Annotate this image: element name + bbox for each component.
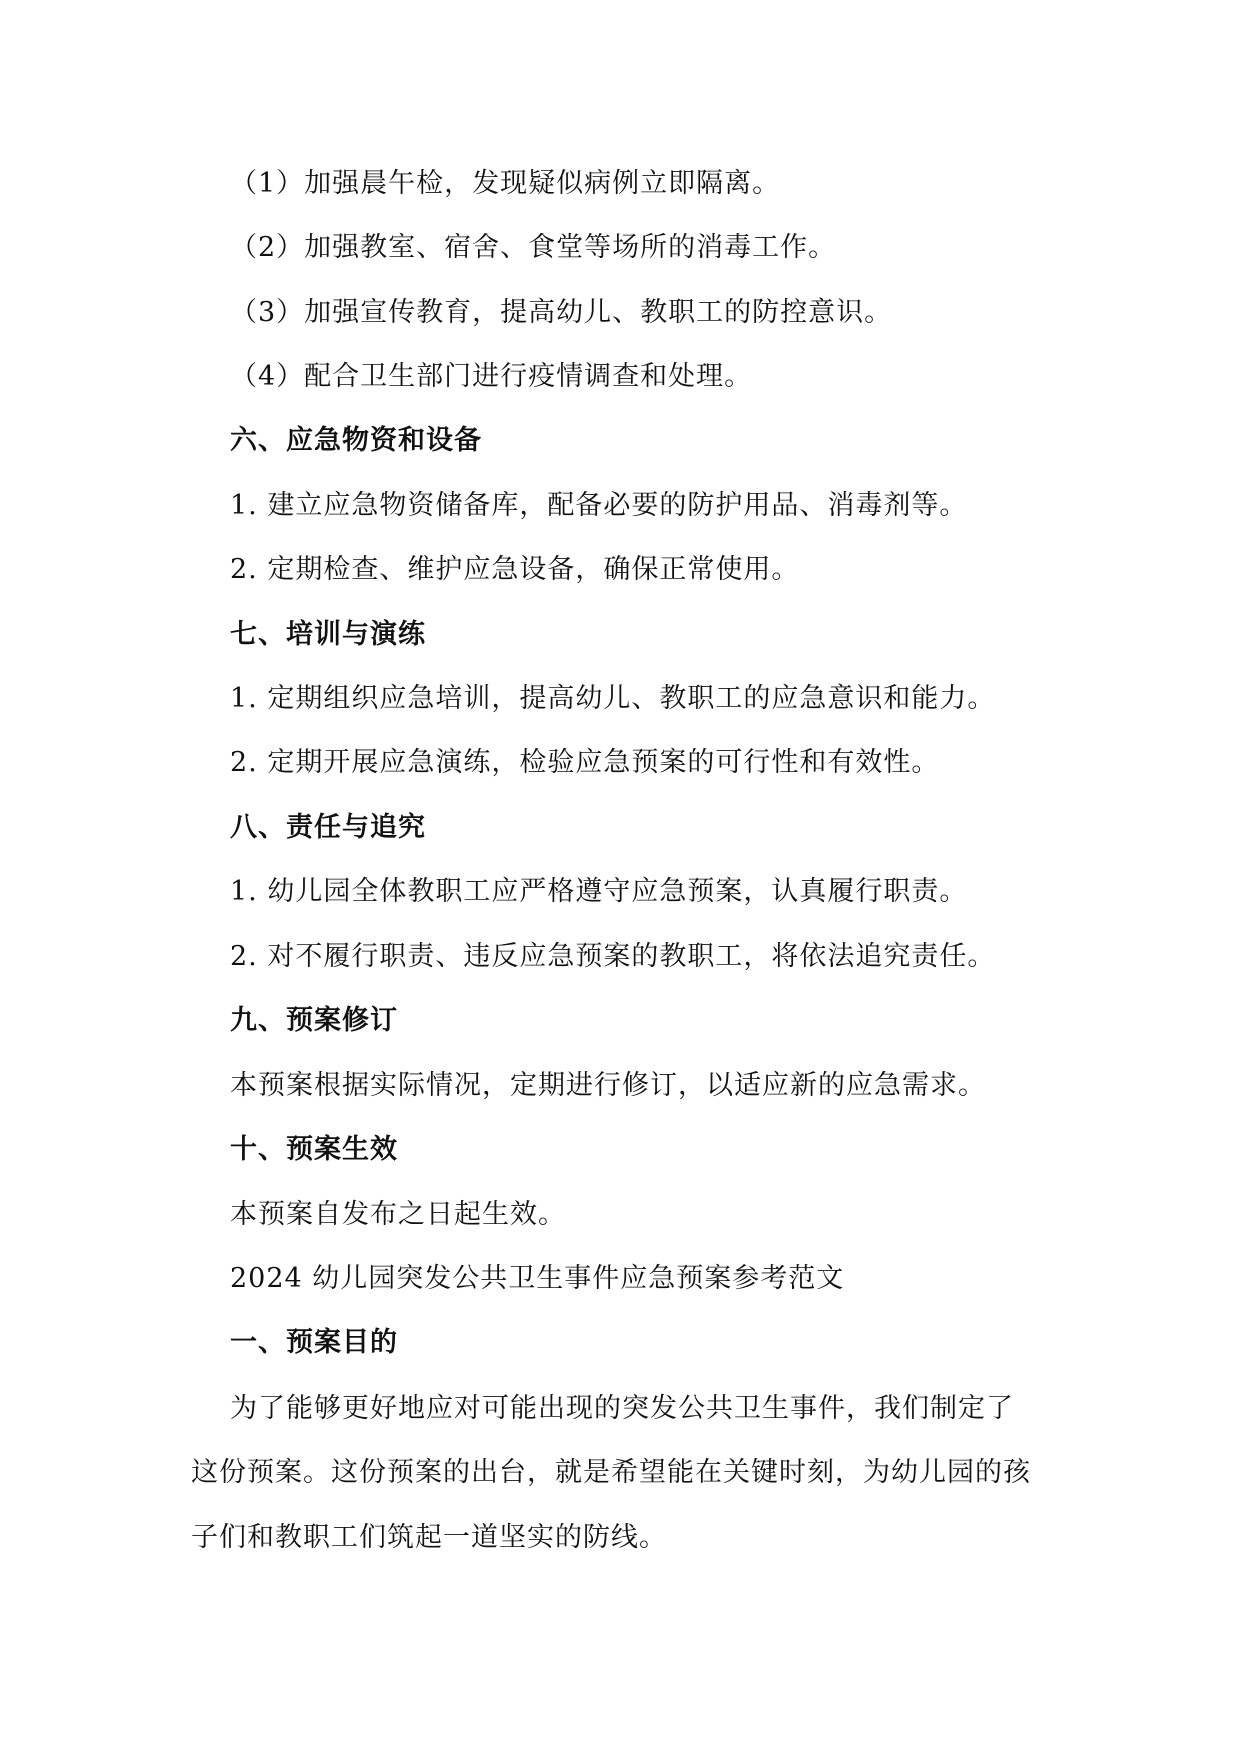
section-heading-6: 六、应急物资和设备 <box>230 425 482 456</box>
section-6-item-1: 1. 建立应急物资储备库，配备必要的防护用品、消毒剂等。 <box>230 490 968 521</box>
section-10-text: 本预案自发布之日起生效。 <box>230 1199 566 1230</box>
section-heading-1: 一、预案目的 <box>230 1327 398 1358</box>
section-heading-9: 九、预案修订 <box>230 1005 398 1036</box>
measure-item-1: （1）加强晨午检，发现疑似病例立即隔离。 <box>230 168 781 199</box>
section-8-item-2: 2. 对不履行职责、违反应急预案的教职工，将依法追究责任。 <box>230 941 996 972</box>
paragraph-line-2: 这份预案。这份预案的出台，就是希望能在关键时刻，为幼儿园的孩 <box>191 1457 1031 1488</box>
paragraph-line-3: 子们和教职工们筑起一道坚实的防线。 <box>191 1522 667 1553</box>
section-7-item-2: 2. 定期开展应急演练，检验应急预案的可行性和有效性。 <box>230 747 940 778</box>
measure-item-3: （3）加强宣传教育，提高幼儿、教职工的防控意识。 <box>230 297 893 328</box>
section-9-text: 本预案根据实际情况，定期进行修订，以适应新的应急需求。 <box>230 1070 986 1101</box>
section-6-item-2: 2. 定期检查、维护应急设备，确保正常使用。 <box>230 554 800 585</box>
section-heading-7: 七、培训与演练 <box>230 619 426 650</box>
paragraph-line-1: 为了能够更好地应对可能出现的突发公共卫生事件，我们制定了 <box>230 1393 1014 1424</box>
section-heading-10: 十、预案生效 <box>230 1134 398 1165</box>
measure-item-2: （2）加强教室、宿舍、食堂等场所的消毒工作。 <box>230 232 837 263</box>
measure-item-4: （4）配合卫生部门进行疫情调查和处理。 <box>230 361 753 392</box>
section-8-item-1: 1. 幼儿园全体教职工应严格遵守应急预案，认真履行职责。 <box>230 876 968 907</box>
document-subtitle: 2024 幼儿园突发公共卫生事件应急预案参考范文 <box>230 1263 845 1294</box>
section-heading-8: 八、责任与追究 <box>230 812 426 843</box>
section-7-item-1: 1. 定期组织应急培训，提高幼儿、教职工的应急意识和能力。 <box>230 683 996 714</box>
